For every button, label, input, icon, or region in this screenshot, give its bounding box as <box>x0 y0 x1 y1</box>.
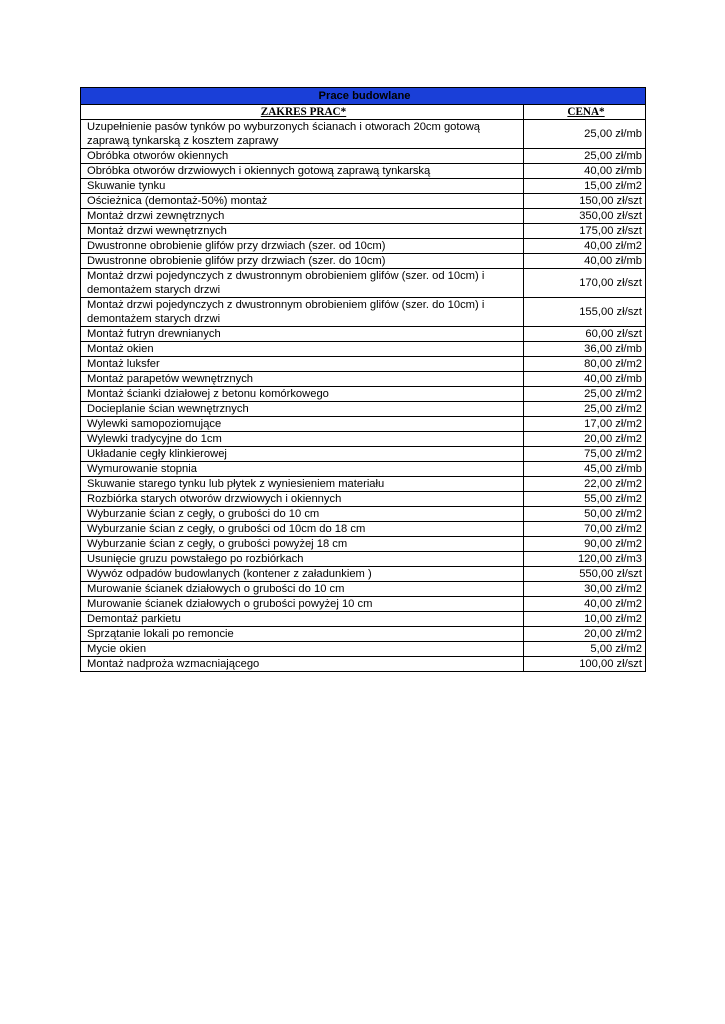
work-price: 25,00 zł/mb <box>524 120 646 149</box>
work-price: 45,00 zł/mb <box>524 462 646 477</box>
work-price: 15,00 zł/m2 <box>524 179 646 194</box>
work-description: Wywóz odpadów budowlanych (kontener z załadunkiem ) <box>81 567 524 582</box>
work-description: Skuwanie starego tynku lub płytek z wyniesieniem materiału <box>81 477 524 492</box>
table-header-row <box>81 105 646 120</box>
table-row <box>81 642 646 657</box>
work-description: Murowanie ścianek działowych o grubości powyżej 10 cm <box>81 597 524 612</box>
table-row <box>81 492 646 507</box>
work-description: Wymurowanie stopnia <box>81 462 524 477</box>
table-row <box>81 194 646 209</box>
column-header-price: CENA* <box>524 105 646 120</box>
price-table <box>80 87 646 672</box>
table-row <box>81 447 646 462</box>
work-price: 120,00 zł/m3 <box>524 552 646 567</box>
work-description: Montaż futryn drewnianych <box>81 327 524 342</box>
table-title: Prace budowlane <box>81 88 646 105</box>
work-description: Montaż drzwi pojedynczych z dwustronnym obrobieniem glifów (szer. do 10cm) i demontażem starych drzwi <box>81 298 524 327</box>
work-description: Montaż drzwi pojedynczych z dwustronnym obrobieniem glifów (szer. od 10cm) i demontażem starych drzwi <box>81 269 524 298</box>
table-row <box>81 537 646 552</box>
work-description: Skuwanie tynku <box>81 179 524 194</box>
work-price: 25,00 zł/mb <box>524 149 646 164</box>
work-description: Montaż okien <box>81 342 524 357</box>
table-body <box>81 120 646 672</box>
table-row <box>81 327 646 342</box>
work-description: Rozbiórka starych otworów drzwiowych i okiennych <box>81 492 524 507</box>
table-row <box>81 269 646 298</box>
table-row <box>81 387 646 402</box>
table-row <box>81 357 646 372</box>
work-price: 40,00 zł/mb <box>524 372 646 387</box>
work-price: 22,00 zł/m2 <box>524 477 646 492</box>
work-description: Dwustronne obrobienie glifów przy drzwiach (szer. od 10cm) <box>81 239 524 254</box>
table-row <box>81 552 646 567</box>
table-row <box>81 342 646 357</box>
table-row <box>81 149 646 164</box>
work-price: 80,00 zł/m2 <box>524 357 646 372</box>
work-price: 10,00 zł/m2 <box>524 612 646 627</box>
work-description: Ościeżnica (demontaż-50%) montaż <box>81 194 524 209</box>
work-description: Wyburzanie ścian z cegły, o grubości od 10cm do 18 cm <box>81 522 524 537</box>
work-price: 175,00 zł/szt <box>524 224 646 239</box>
work-description: Obróbka otworów drzwiowych i okiennych gotową zaprawą tynkarską <box>81 164 524 179</box>
table-row <box>81 582 646 597</box>
work-price: 17,00 zł/m2 <box>524 417 646 432</box>
column-header-work: ZAKRES PRAC* <box>81 105 524 120</box>
work-description: Usunięcie gruzu powstałego po rozbiórkach <box>81 552 524 567</box>
price-list-sheet <box>80 87 646 672</box>
table-row <box>81 298 646 327</box>
work-description: Murowanie ścianek działowych o grubości do 10 cm <box>81 582 524 597</box>
table-row <box>81 627 646 642</box>
work-description: Mycie okien <box>81 642 524 657</box>
table-row <box>81 432 646 447</box>
work-price: 25,00 zł/m2 <box>524 387 646 402</box>
table-row <box>81 120 646 149</box>
work-price: 100,00 zł/szt <box>524 657 646 672</box>
table-row <box>81 597 646 612</box>
work-price: 36,00 zł/mb <box>524 342 646 357</box>
table-title-row <box>81 88 646 105</box>
table-row <box>81 164 646 179</box>
work-price: 170,00 zł/szt <box>524 269 646 298</box>
table-row <box>81 372 646 387</box>
work-price: 55,00 zł/m2 <box>524 492 646 507</box>
table-row <box>81 179 646 194</box>
work-description: Obróbka otworów okiennych <box>81 149 524 164</box>
table-row <box>81 522 646 537</box>
work-description: Wylewki samopoziomujące <box>81 417 524 432</box>
table-row <box>81 657 646 672</box>
table-row <box>81 254 646 269</box>
work-price: 40,00 zł/m2 <box>524 239 646 254</box>
table-row <box>81 402 646 417</box>
work-price: 75,00 zł/m2 <box>524 447 646 462</box>
table-row <box>81 462 646 477</box>
work-price: 30,00 zł/m2 <box>524 582 646 597</box>
table-row <box>81 239 646 254</box>
work-price: 60,00 zł/szt <box>524 327 646 342</box>
work-price: 150,00 zł/szt <box>524 194 646 209</box>
work-price: 40,00 zł/m2 <box>524 597 646 612</box>
work-description: Uzupełnienie pasów tynków po wyburzonych ścianach i otworach 20cm gotową zaprawą tynkarską z kosztem zaprawy <box>81 120 524 149</box>
work-description: Docieplanie ścian wewnętrznych <box>81 402 524 417</box>
work-price: 20,00 zł/m2 <box>524 432 646 447</box>
work-price: 550,00 zł/szt <box>524 567 646 582</box>
work-description: Dwustronne obrobienie glifów przy drzwiach (szer. do 10cm) <box>81 254 524 269</box>
work-price: 25,00 zł/m2 <box>524 402 646 417</box>
table-row <box>81 477 646 492</box>
table-row <box>81 209 646 224</box>
work-price: 90,00 zł/m2 <box>524 537 646 552</box>
work-description: Wyburzanie ścian z cegły, o grubości powyżej 18 cm <box>81 537 524 552</box>
table-row <box>81 567 646 582</box>
work-description: Demontaż parkietu <box>81 612 524 627</box>
work-price: 155,00 zł/szt <box>524 298 646 327</box>
table-row <box>81 224 646 239</box>
table-row <box>81 417 646 432</box>
work-price: 350,00 zł/szt <box>524 209 646 224</box>
work-description: Wyburzanie ścian z cegły, o grubości do 10 cm <box>81 507 524 522</box>
work-price: 5,00 zł/m2 <box>524 642 646 657</box>
work-price: 70,00 zł/m2 <box>524 522 646 537</box>
work-price: 40,00 zł/mb <box>524 254 646 269</box>
work-description: Sprzątanie lokali po remoncie <box>81 627 524 642</box>
work-description: Montaż drzwi wewnętrznych <box>81 224 524 239</box>
work-description: Montaż luksfer <box>81 357 524 372</box>
work-description: Montaż parapetów wewnętrznych <box>81 372 524 387</box>
work-description: Montaż ścianki działowej z betonu komórkowego <box>81 387 524 402</box>
work-description: Montaż drzwi zewnętrznych <box>81 209 524 224</box>
work-price: 20,00 zł/m2 <box>524 627 646 642</box>
work-description: Wylewki tradycyjne do 1cm <box>81 432 524 447</box>
table-row <box>81 507 646 522</box>
work-price: 50,00 zł/m2 <box>524 507 646 522</box>
table-row <box>81 612 646 627</box>
work-price: 40,00 zł/mb <box>524 164 646 179</box>
work-description: Układanie cegły klinkierowej <box>81 447 524 462</box>
work-description: Montaż nadproża wzmacniającego <box>81 657 524 672</box>
